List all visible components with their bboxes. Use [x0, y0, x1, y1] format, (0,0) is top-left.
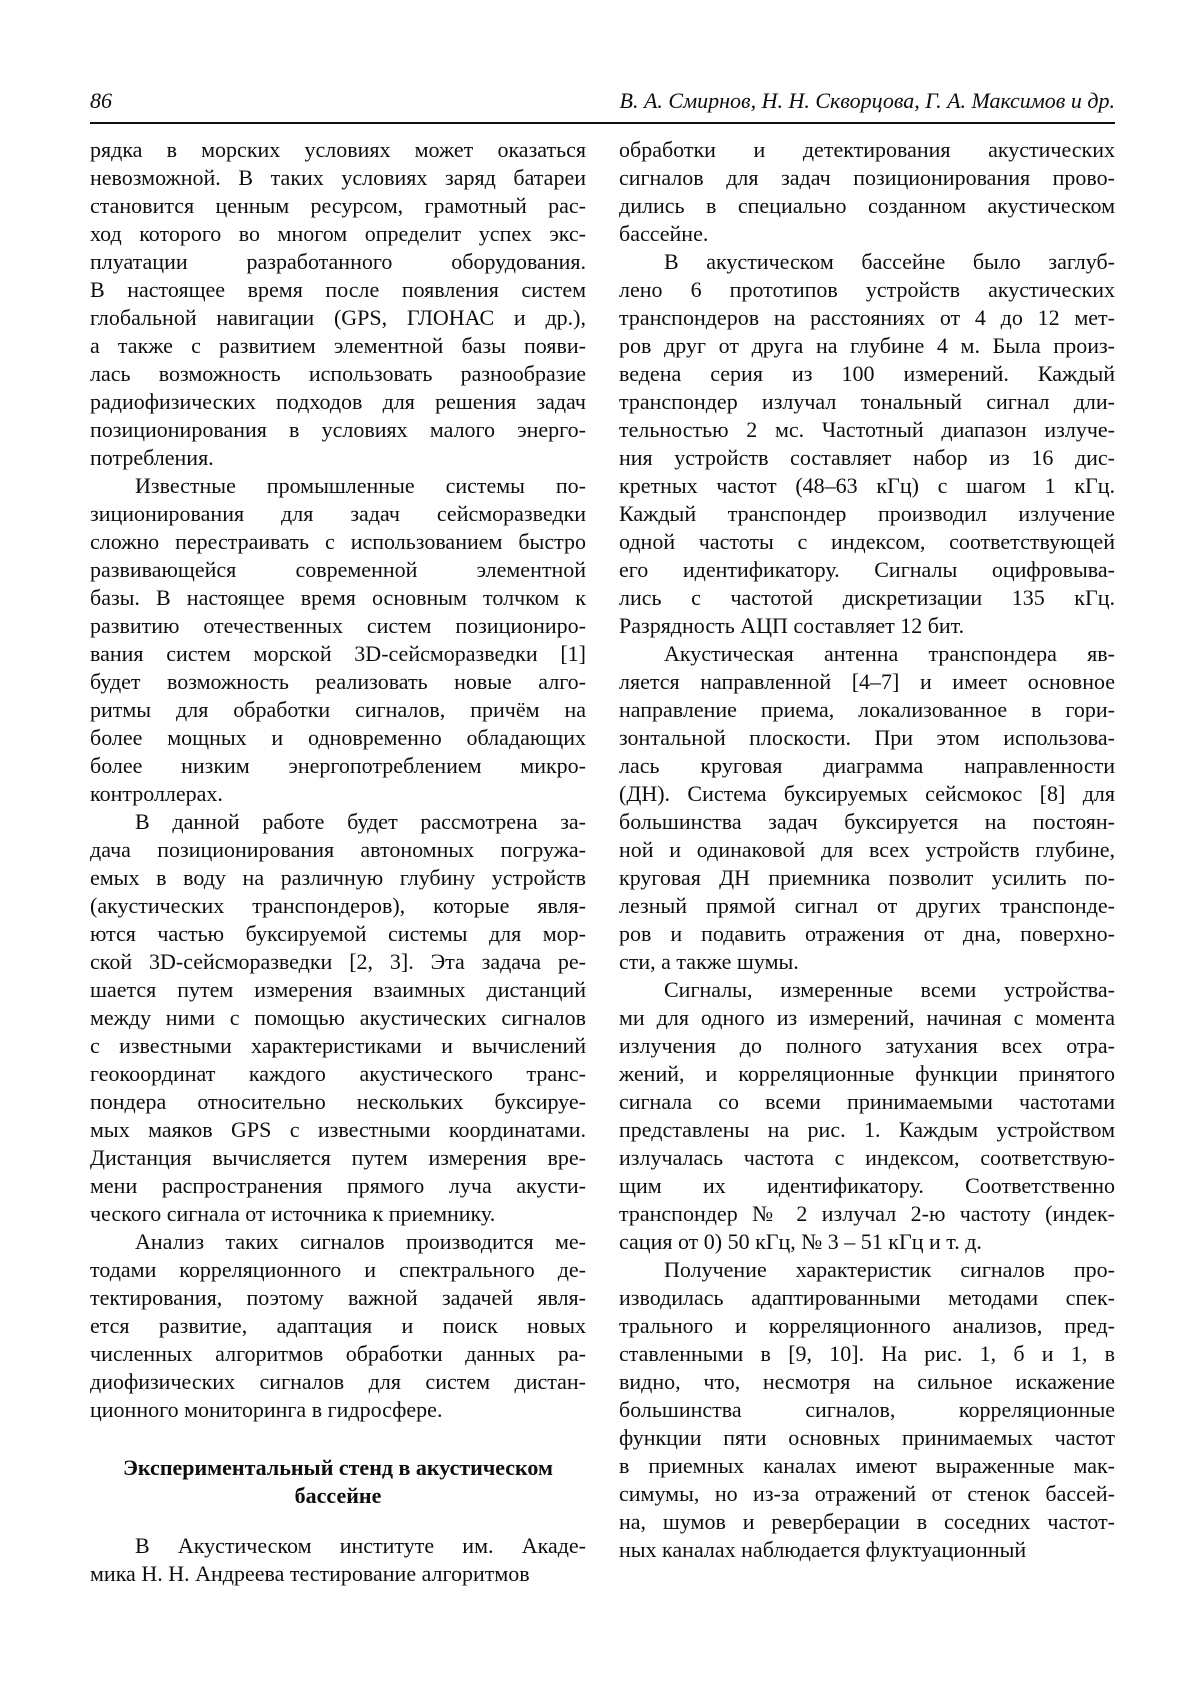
text-line: плуатации разработанного оборудования. [90, 249, 586, 274]
text-line: дача позиционирования автономных погружа- [90, 837, 586, 862]
text-line: щим их идентификатору. Соответственно [619, 1173, 1115, 1198]
text-line: на, шумов и реверберации в соседних частот- [619, 1509, 1115, 1534]
heading-line: Экспериментальный стенд в акустическом [123, 1455, 553, 1480]
text-line: (акустических транспондеров), которые явля- [90, 893, 586, 918]
text-line: симумы, но из-за отражений от стенок бассей- [619, 1481, 1115, 1506]
text-line: дились в специально созданном акустическом [619, 193, 1115, 218]
text-line: излучения до полного затухания всех отра- [619, 1033, 1115, 1058]
paragraph [619, 976, 1115, 1256]
text-line: более низким энергопотреблением микро- [90, 753, 586, 778]
paragraph [90, 1228, 586, 1424]
text-line: потребления. [90, 445, 214, 470]
running-header [90, 88, 1115, 114]
text-line: сация от 0) 50 кГц, № 3 – 51 кГц и т. д. [619, 1229, 982, 1254]
text-line: изводилась адаптированными методами спек- [619, 1285, 1115, 1310]
text-line: зиционирования для задач сейсморазведки [90, 501, 586, 526]
text-line: ход которого во многом определит успех экс- [90, 221, 586, 246]
text-line: мени распространения прямого луча акусти- [90, 1173, 586, 1198]
text-line: между ними с помощью акустических сигналов [90, 1005, 586, 1030]
text-line: его идентификатору. Сигналы оцифровыва- [619, 557, 1115, 582]
text-line: видно, что, несмотря на сильное искажение [619, 1369, 1115, 1394]
text-line: Каждый транспондер производил излучение [619, 501, 1115, 526]
text-line: тодами корреляционного и спектрального де- [90, 1257, 586, 1282]
text-line: численных алгоритмов обработки данных ра- [90, 1341, 586, 1366]
text-line: базы. В настоящее время основным толчком к [90, 585, 586, 610]
text-line: Получение характеристик сигналов про- [664, 1257, 1115, 1282]
text-line: тельностью 2 мс. Частотный диапазон излуче- [619, 417, 1115, 442]
paragraph [619, 640, 1115, 976]
text-line: ров и подавить отражения от дна, поверхно- [619, 921, 1115, 946]
text-line: лись с частотой дискретизации 135 кГц. [619, 585, 1115, 610]
text-line: более мощных и одновременно обладающих [90, 725, 586, 750]
text-line: большинства задач буксируется на постоян- [619, 809, 1115, 834]
text-line: большинства сигналов, корреляционные [619, 1397, 1115, 1422]
text-line: становится ценным ресурсом, грамотный рас- [90, 193, 586, 218]
text-line: Сигналы, измеренные всеми устройства- [664, 977, 1115, 1002]
left-column [90, 136, 586, 1588]
text-line: сложно перестраивать с использованием быстро [90, 529, 586, 554]
header-rule [90, 122, 1115, 124]
text-line: Разрядность АЦП составляет 12 бит. [619, 613, 965, 638]
heading-line: бассейне [294, 1483, 382, 1508]
text-line: круговая ДН приемника позволит усилить по- [619, 865, 1115, 890]
text-line: жений, и корреляционные функции принятого [619, 1061, 1115, 1086]
right-column [619, 136, 1115, 1588]
text-line: радиофизических подходов для решения задач [90, 389, 586, 414]
text-line: ляется направленной [4–7] и имеет основное [619, 669, 1115, 694]
paragraph [619, 136, 1115, 248]
text-line: транспондеров на расстояниях от 4 до 12 мет- [619, 305, 1115, 330]
text-line: ционного мониторинга в гидросфере. [90, 1397, 443, 1422]
text-line: сигналов для задач позиционирования прово- [619, 165, 1115, 190]
text-line: в приемных каналах имеют выраженные мак- [619, 1453, 1115, 1478]
text-line: В настоящее время после появления систем [90, 277, 586, 302]
paragraph [90, 1532, 586, 1588]
text-line: ется развитие, адаптация и поиск новых [90, 1313, 586, 1338]
text-line: одной частоты с индексом, соответствующей [619, 529, 1115, 554]
text-line: кретных частот (48–63 кГц) с шагом 1 кГц. [619, 473, 1115, 498]
text-line: а также с развитием элементной базы появи- [90, 333, 586, 358]
text-line: будет возможность реализовать новые алго- [90, 669, 586, 694]
paragraph [619, 1256, 1115, 1564]
text-line: ров друг от друга на глубине 4 м. Была произ- [619, 333, 1115, 358]
text-line: В данной работе будет рассмотрена за- [135, 809, 586, 834]
text-columns [90, 136, 1115, 1588]
text-line: Дистанция вычисляется путем измерения вре- [90, 1145, 586, 1170]
text-line: обработки и детектирования акустических [619, 137, 1115, 162]
text-line: лась возможность использовать разнообразие [90, 361, 586, 386]
paragraph [90, 136, 586, 472]
text-line: ных каналах наблюдается флуктуационный [619, 1537, 1027, 1562]
text-line: шается путем измерения взаимных дистанций [90, 977, 586, 1002]
text-line: емых в воду на различную глубину устройств [90, 865, 586, 890]
text-line: В акустическом бассейне было заглуб- [664, 249, 1115, 274]
text-line: тектирования, поэтому важной задачей явля- [90, 1285, 586, 1310]
text-line: представлены на рис. 1. Каждым устройством [619, 1117, 1115, 1142]
text-line: с известными характеристиками и вычислений [90, 1033, 586, 1058]
text-line: ческого сигнала от источника к приемнику. [90, 1201, 496, 1226]
text-line: мых маяков GPS с известными координатами. [90, 1117, 586, 1142]
page-number: 86 [90, 88, 112, 113]
paragraph [90, 808, 586, 1228]
text-line: рядка в морских условиях может оказаться [90, 137, 586, 162]
text-line: лезный прямой сигнал от других транспонде- [619, 893, 1115, 918]
text-line: ной и одинаковой для всех устройств глубине, [619, 837, 1115, 862]
text-line: Известные промышленные системы по- [135, 473, 586, 498]
text-line: развивающейся современной элементной [90, 557, 586, 582]
text-line: Акустическая антенна транспондера яв- [664, 641, 1115, 666]
text-line: ставленными в [9, 10]. На рис. 1, б и 1, в [619, 1341, 1115, 1366]
text-line: невозможной. В таких условиях заряд батареи [90, 165, 586, 190]
text-line: геокоординат каждого акустического транс- [90, 1061, 586, 1086]
text-line: лась круговая диаграмма направленности [619, 753, 1115, 778]
text-line: (ДН). Система буксируемых сейсмокос [8] для [619, 781, 1115, 806]
text-line: вания систем морской 3D-сейсморазведки [1] [90, 641, 586, 666]
text-line: ведена серия из 100 измерений. Каждый [619, 361, 1115, 386]
text-line: транспондер № 2 излучал 2-ю частоту (индек- [619, 1201, 1115, 1226]
text-line: развитию отечественных систем позициониро- [90, 613, 586, 638]
text-line: направление приема, локализованное в гори- [619, 697, 1115, 722]
running-head: В. А. Смирнов, Н. Н. Скворцова, Г. А. Максимов и др. [619, 88, 1115, 113]
text-line: бассейне. [619, 221, 709, 246]
text-line: ются частью буксируемой системы для мор- [90, 921, 586, 946]
text-line: сигнала со всеми принимаемыми частотами [619, 1089, 1115, 1114]
text-line: ми для одного из измерений, начиная с момента [619, 1005, 1115, 1030]
text-line: транспондер излучал тональный сигнал дли- [619, 389, 1115, 414]
text-line: ской 3D-сейсморазведки [2, 3]. Эта задача ре- [90, 949, 586, 974]
text-line: Анализ таких сигналов производится ме- [135, 1229, 586, 1254]
text-line: зонтальной плоскости. При этом использова- [619, 725, 1115, 750]
text-line: контроллерах. [90, 781, 223, 806]
section-heading [90, 1454, 586, 1510]
text-line: ритмы для обработки сигналов, причём на [90, 697, 586, 722]
text-line: В Акустическом институте им. Акаде- [135, 1533, 586, 1558]
text-line: функции пяти основных принимаемых частот [619, 1425, 1115, 1450]
paragraph [619, 248, 1115, 640]
text-line: пондера относительно нескольких буксируе- [90, 1089, 586, 1114]
text-line: сти, а также шумы. [619, 949, 799, 974]
paragraph [90, 472, 586, 808]
text-line: ния устройств составляет набор из 16 дис- [619, 445, 1115, 470]
text-line: лено 6 прототипов устройств акустических [619, 277, 1115, 302]
text-line: излучалась частота с индексом, соответствую- [619, 1145, 1115, 1170]
text-line: трального и корреляционного анализов, пред- [619, 1313, 1115, 1338]
text-line: глобальной навигации (GPS, ГЛОНАС и др.), [90, 305, 586, 330]
text-line: позиционирования в условиях малого энерго- [90, 417, 586, 442]
text-line: диофизических сигналов для систем дистан- [90, 1369, 586, 1394]
text-line: мика Н. Н. Андреева тестирование алгоритмов [90, 1561, 530, 1586]
